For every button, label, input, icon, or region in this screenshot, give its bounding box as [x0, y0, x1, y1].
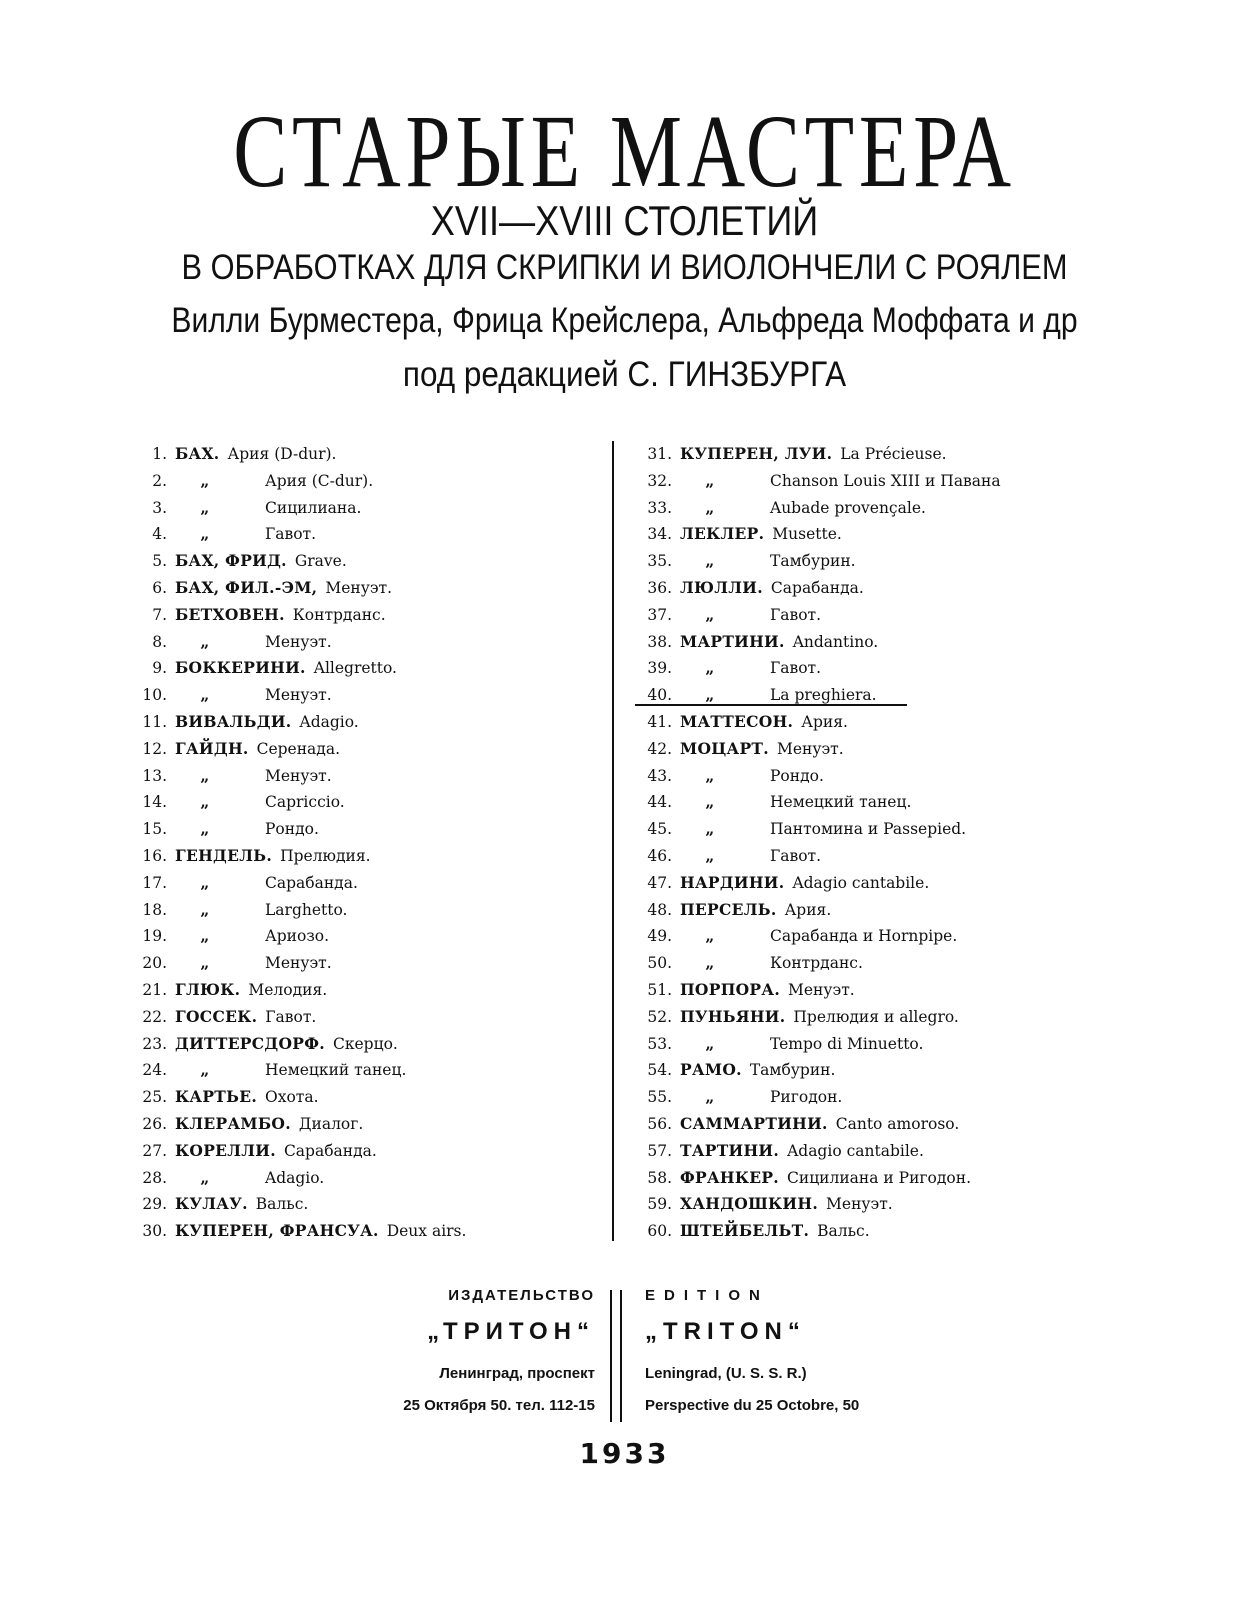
composer-name: ПОРПОРА.	[680, 979, 781, 999]
work-title: Мелодия.	[248, 980, 328, 999]
work-title: Менуэт.	[826, 1195, 893, 1214]
list-item	[125, 602, 595, 629]
publication-year: 1933	[579, 1437, 670, 1470]
composer-name: „	[200, 1167, 210, 1187]
list-item	[125, 843, 595, 870]
composer-name: ФРАНКЕР.	[680, 1167, 779, 1187]
item-number: 34.	[647, 525, 672, 544]
list-item	[630, 1191, 1100, 1218]
list-item	[125, 1191, 595, 1218]
composer-name: „	[705, 1033, 715, 1053]
composer-name: МОЦАРТ.	[680, 738, 769, 758]
item-number: 45.	[647, 820, 672, 839]
item-number: 11.	[142, 712, 167, 731]
item-number: 60.	[647, 1222, 672, 1241]
item-number: 28.	[142, 1168, 167, 1187]
item-number: 18.	[142, 900, 167, 919]
composer-name: ЛЕКЛЕР.	[680, 524, 765, 544]
publisher-address-ru: 25 Октября 50. тел. 112-15	[403, 1397, 595, 1414]
composer-name: „	[705, 953, 715, 973]
work-title: Aubade provençale.	[770, 498, 926, 517]
work-title: Серенада.	[256, 739, 341, 758]
item-number: 2.	[152, 471, 167, 490]
list-item	[630, 548, 1100, 575]
item-number: 35.	[647, 552, 672, 571]
composer-name: ВИВАЛЬДИ.	[175, 711, 292, 731]
list-item	[125, 629, 595, 656]
item-number: 14.	[142, 793, 167, 812]
item-number: 23.	[142, 1034, 167, 1053]
list-item	[125, 655, 595, 682]
work-title: Менуэт.	[265, 766, 332, 785]
item-number: 44.	[647, 793, 672, 812]
item-number: 38.	[647, 632, 672, 651]
composer-name: САММАРТИНИ.	[680, 1113, 828, 1133]
arrangement-line: В ОБРАБОТКАХ ДЛЯ СКРИПКИ И ВИОЛОНЧЕЛИ С РОЯЛЕМ	[181, 248, 1068, 287]
list-item	[125, 816, 595, 843]
publisher-label-ru: ИЗДАТЕЛЬСТВО	[448, 1287, 595, 1304]
work-title: Adagio.	[265, 1168, 325, 1187]
section-underline	[635, 704, 907, 706]
list-item	[630, 870, 1100, 897]
item-number: 22.	[142, 1007, 167, 1026]
work-title: Тамбурин.	[770, 552, 856, 571]
work-title: Вальс.	[255, 1195, 309, 1214]
composer-name: „	[200, 953, 210, 973]
list-item	[630, 1218, 1100, 1245]
composer-name: „	[200, 926, 210, 946]
composer-name: КЛЕРАМБО.	[175, 1113, 291, 1133]
work-title: Гавот.	[770, 659, 822, 678]
composer-name: КАРТЬЕ.	[175, 1087, 258, 1107]
composer-name: „	[705, 819, 715, 839]
list-item	[125, 1031, 595, 1058]
composer-name: ГЕНДЕЛЬ.	[175, 845, 273, 865]
list-item	[630, 629, 1100, 656]
work-title: Allegretto.	[313, 659, 397, 678]
list-item	[630, 468, 1100, 495]
work-title: Ариозо.	[265, 927, 330, 946]
work-title: Tempo di Minuetto.	[770, 1034, 924, 1053]
composer-name: НАРДИНИ.	[680, 872, 785, 892]
composer-name: „	[705, 926, 715, 946]
work-title: La Précieuse.	[840, 445, 947, 463]
work-title: Grave.	[294, 552, 347, 571]
composer-name: ГАЙДН.	[175, 738, 249, 758]
composer-name: „	[200, 872, 210, 892]
composer-name: ЛЮЛЛИ.	[680, 577, 763, 597]
item-number: 36.	[647, 578, 672, 597]
publisher-city-ru: Ленинград, проспект	[439, 1365, 595, 1382]
list-item	[125, 575, 595, 602]
list-item	[125, 468, 595, 495]
publisher-russian	[330, 1288, 595, 1426]
list-item	[125, 1004, 595, 1031]
list-item	[630, 843, 1100, 870]
work-title: Adagio cantabile.	[787, 1141, 924, 1160]
composer-name: „	[705, 551, 715, 571]
item-number: 27.	[142, 1141, 167, 1160]
composer-name: БАХ.	[175, 444, 220, 463]
publisher-address-en: Perspective du 25 Octobre, 50	[645, 1397, 860, 1414]
list-item	[125, 682, 595, 709]
work-title: Гавот.	[265, 1007, 317, 1026]
list-item	[125, 870, 595, 897]
work-title: Ария.	[801, 712, 848, 731]
item-number: 1.	[152, 445, 167, 463]
list-item	[125, 950, 595, 977]
item-number: 4.	[152, 525, 167, 544]
composer-name: ХАНДОШКИН.	[680, 1194, 819, 1214]
item-number: 43.	[647, 766, 672, 785]
work-title: Musette.	[772, 525, 842, 544]
work-title: Пантомина и Passepied.	[770, 820, 967, 839]
composer-name: „	[705, 470, 715, 490]
work-title: Andantino.	[792, 632, 879, 651]
work-title: Canto amoroso.	[835, 1114, 960, 1133]
item-number: 46.	[647, 846, 672, 865]
list-item	[630, 495, 1100, 522]
list-item	[125, 1084, 595, 1111]
work-title: Охота.	[265, 1088, 319, 1107]
item-number: 55.	[647, 1088, 672, 1107]
composer-name: „	[200, 1060, 210, 1080]
item-number: 32.	[647, 471, 672, 490]
list-item	[125, 441, 595, 468]
item-number: 54.	[647, 1061, 672, 1080]
work-title: Chanson Louis XIII и Павана	[770, 471, 1001, 490]
list-item	[125, 495, 595, 522]
item-number: 37.	[647, 605, 672, 624]
item-number: 15.	[142, 820, 167, 839]
publisher-divider	[610, 1290, 622, 1422]
item-number: 25.	[142, 1088, 167, 1107]
work-title: Adagio.	[299, 712, 359, 731]
column-divider	[612, 441, 614, 1241]
publisher-name-ru: „ТРИТОН“	[427, 1318, 595, 1345]
item-number: 40.	[647, 686, 672, 705]
list-item	[630, 602, 1100, 629]
composer-name: БЕТХОВЕН.	[175, 604, 285, 624]
composer-name: КОРЕЛЛИ.	[175, 1140, 276, 1160]
work-title: Сарабанда и Hornpipe.	[770, 927, 958, 946]
work-title: Capriccio.	[265, 793, 345, 812]
item-number: 31.	[647, 445, 672, 463]
work-title: Гавот.	[770, 605, 822, 624]
list-item	[630, 1084, 1100, 1111]
composer-name: ГОССЕК.	[175, 1006, 258, 1026]
list-item	[630, 1057, 1100, 1084]
composer-name: ГЛЮК.	[175, 979, 241, 999]
item-number: 7.	[152, 605, 167, 624]
work-title: Ария.	[784, 900, 832, 919]
list-item	[630, 763, 1100, 790]
list-item	[630, 1165, 1100, 1192]
composer-name: „	[705, 497, 715, 517]
item-number: 3.	[152, 498, 167, 517]
item-number: 48.	[647, 900, 672, 919]
list-item	[125, 897, 595, 924]
composer-name: КУПЕРЕН, ФРАНСУА.	[175, 1221, 379, 1241]
composer-name: „	[705, 604, 715, 624]
item-number: 5.	[152, 552, 167, 571]
list-item	[125, 763, 595, 790]
composer-name: „	[705, 792, 715, 812]
work-title: Скерцо.	[332, 1034, 398, 1053]
item-number: 30.	[142, 1222, 167, 1241]
publisher-city-en: Leningrad, (U. S. S. R.)	[645, 1365, 807, 1382]
work-title: Прелюдия и allegro.	[793, 1007, 959, 1026]
work-title: Сицилиана и Ригодон.	[787, 1168, 972, 1187]
list-item	[125, 548, 595, 575]
item-number: 53.	[647, 1034, 672, 1053]
list-item	[125, 1057, 595, 1084]
work-title: Сарабанда.	[283, 1141, 377, 1160]
item-number: 17.	[142, 873, 167, 892]
list-item	[125, 709, 595, 736]
list-item	[125, 1218, 595, 1245]
item-number: 8.	[152, 632, 167, 651]
item-number: 33.	[647, 498, 672, 517]
list-item	[630, 923, 1100, 950]
work-title: Тамбурин.	[749, 1061, 836, 1080]
list-item	[125, 923, 595, 950]
work-title: Менуэт.	[788, 980, 855, 999]
work-title: Контрданс.	[770, 954, 863, 973]
list-item	[125, 1111, 595, 1138]
item-number: 19.	[142, 927, 167, 946]
item-number: 20.	[142, 954, 167, 973]
list-item	[630, 977, 1100, 1004]
item-number: 47.	[647, 873, 672, 892]
arrangers-line: Вилли Бурместера, Фрица Крейслера, Альфреда Моффата и др	[171, 301, 1078, 340]
item-number: 12.	[142, 739, 167, 758]
work-title: Гавот.	[770, 846, 822, 865]
work-title: La preghiera.	[770, 686, 877, 705]
work-title: Менуэт.	[265, 686, 332, 705]
item-number: 21.	[142, 980, 167, 999]
list-item	[125, 789, 595, 816]
list-item	[630, 736, 1100, 763]
list-item	[125, 521, 595, 548]
contents-right-column	[630, 441, 1100, 1245]
item-number: 56.	[647, 1114, 672, 1133]
composer-name: „	[200, 685, 210, 705]
item-number: 26.	[142, 1114, 167, 1133]
list-item	[630, 521, 1100, 548]
work-title: Диалог.	[298, 1114, 364, 1133]
composer-name: БАХ, ФРИД.	[175, 551, 287, 571]
work-title: Менуэт.	[325, 578, 393, 597]
composer-name: „	[705, 658, 715, 678]
composer-name: ПУНЬЯНИ.	[680, 1006, 786, 1026]
composer-name: МАТТЕСОН.	[680, 711, 794, 731]
list-item	[630, 1111, 1100, 1138]
list-item	[630, 789, 1100, 816]
item-number: 10.	[142, 686, 167, 705]
page-title: СТАРЫЕ МАСТЕРА	[233, 94, 1016, 209]
item-number: 6.	[152, 578, 167, 597]
publisher-english	[645, 1288, 975, 1426]
work-title: Deux airs.	[386, 1222, 467, 1241]
work-title: Adagio cantabile.	[792, 873, 930, 892]
item-number: 58.	[647, 1168, 672, 1187]
work-title: Рондо.	[770, 766, 824, 785]
work-title: Немецкий танец.	[770, 793, 912, 812]
list-item	[630, 816, 1100, 843]
list-item	[125, 1138, 595, 1165]
list-item	[630, 575, 1100, 602]
list-item	[125, 1165, 595, 1192]
publisher-name-en: „TRITON“	[645, 1318, 806, 1345]
publisher-label-en: EDITION	[645, 1287, 769, 1304]
page-subtitle: XVII—XVIII СТОЛЕТИЙ	[430, 197, 819, 244]
item-number: 59.	[647, 1195, 672, 1214]
work-title: Ария (D-dur).	[227, 445, 337, 463]
list-item	[630, 1138, 1100, 1165]
work-title: Сицилиана.	[265, 498, 362, 517]
item-number: 52.	[647, 1007, 672, 1026]
list-item	[630, 1031, 1100, 1058]
work-title: Сарабанда.	[265, 873, 358, 892]
list-item	[630, 441, 1100, 468]
list-item	[630, 1004, 1100, 1031]
item-number: 57.	[647, 1141, 672, 1160]
contents-left-column	[125, 441, 595, 1245]
work-title: Менуэт.	[776, 739, 844, 758]
composer-name: ПЕРСЕЛЬ.	[680, 899, 777, 919]
composer-name: „	[705, 845, 715, 865]
item-number: 41.	[647, 712, 672, 731]
composer-name: „	[705, 765, 715, 785]
composer-name: „	[200, 470, 210, 490]
work-title: Ригодон.	[770, 1088, 843, 1107]
composer-name: ТАРТИНИ.	[680, 1140, 780, 1160]
composer-name: БАХ, ФИЛ.-ЭМ,	[175, 577, 318, 597]
composer-name: „	[200, 819, 210, 839]
composer-name: ШТЕЙБЕЛЬТ.	[680, 1221, 810, 1241]
item-number: 51.	[647, 980, 672, 999]
list-item	[125, 977, 595, 1004]
composer-name: МАРТИНИ.	[680, 631, 785, 651]
composer-name: РАМО.	[680, 1060, 742, 1080]
composer-name: „	[200, 631, 210, 651]
composer-name: ДИТТЕРСДОРФ.	[175, 1033, 325, 1053]
work-title: Ария (С-dur).	[265, 471, 374, 490]
item-number: 16.	[142, 846, 167, 865]
list-item	[630, 897, 1100, 924]
work-title: Прелюдия.	[280, 846, 371, 865]
item-number: 13.	[142, 766, 167, 785]
item-number: 42.	[647, 739, 672, 758]
list-item	[630, 709, 1100, 736]
item-number: 9.	[152, 659, 167, 678]
list-item	[125, 736, 595, 763]
item-number: 49.	[647, 927, 672, 946]
composer-name: КУПЕРЕН, ЛУИ.	[680, 444, 833, 463]
composer-name: „	[200, 765, 210, 785]
composer-name: „	[200, 792, 210, 812]
work-title: Менуэт.	[265, 632, 332, 651]
composer-name: КУЛАУ.	[175, 1194, 248, 1214]
item-number: 29.	[142, 1195, 167, 1214]
work-title: Вальс.	[817, 1222, 870, 1241]
work-title: Larghetto.	[265, 900, 348, 919]
composer-name: „	[705, 685, 715, 705]
composer-name: „	[200, 899, 210, 919]
list-item	[630, 950, 1100, 977]
work-title: Сарабанда.	[770, 578, 864, 597]
work-title: Немецкий танец.	[265, 1061, 407, 1080]
composer-name: „	[705, 1087, 715, 1107]
work-title: Рондо.	[265, 820, 319, 839]
work-title: Менуэт.	[265, 954, 332, 973]
item-number: 50.	[647, 954, 672, 973]
editor-line: под редакцией С. ГИНЗБУРГА	[402, 355, 847, 394]
composer-name: „	[200, 497, 210, 517]
work-title: Гавот.	[265, 525, 317, 544]
item-number: 24.	[142, 1061, 167, 1080]
composer-name: „	[200, 524, 210, 544]
composer-name: БОККЕРИНИ.	[175, 658, 306, 678]
item-number: 39.	[647, 659, 672, 678]
list-item	[630, 655, 1100, 682]
work-title: Контрданс.	[292, 605, 386, 624]
